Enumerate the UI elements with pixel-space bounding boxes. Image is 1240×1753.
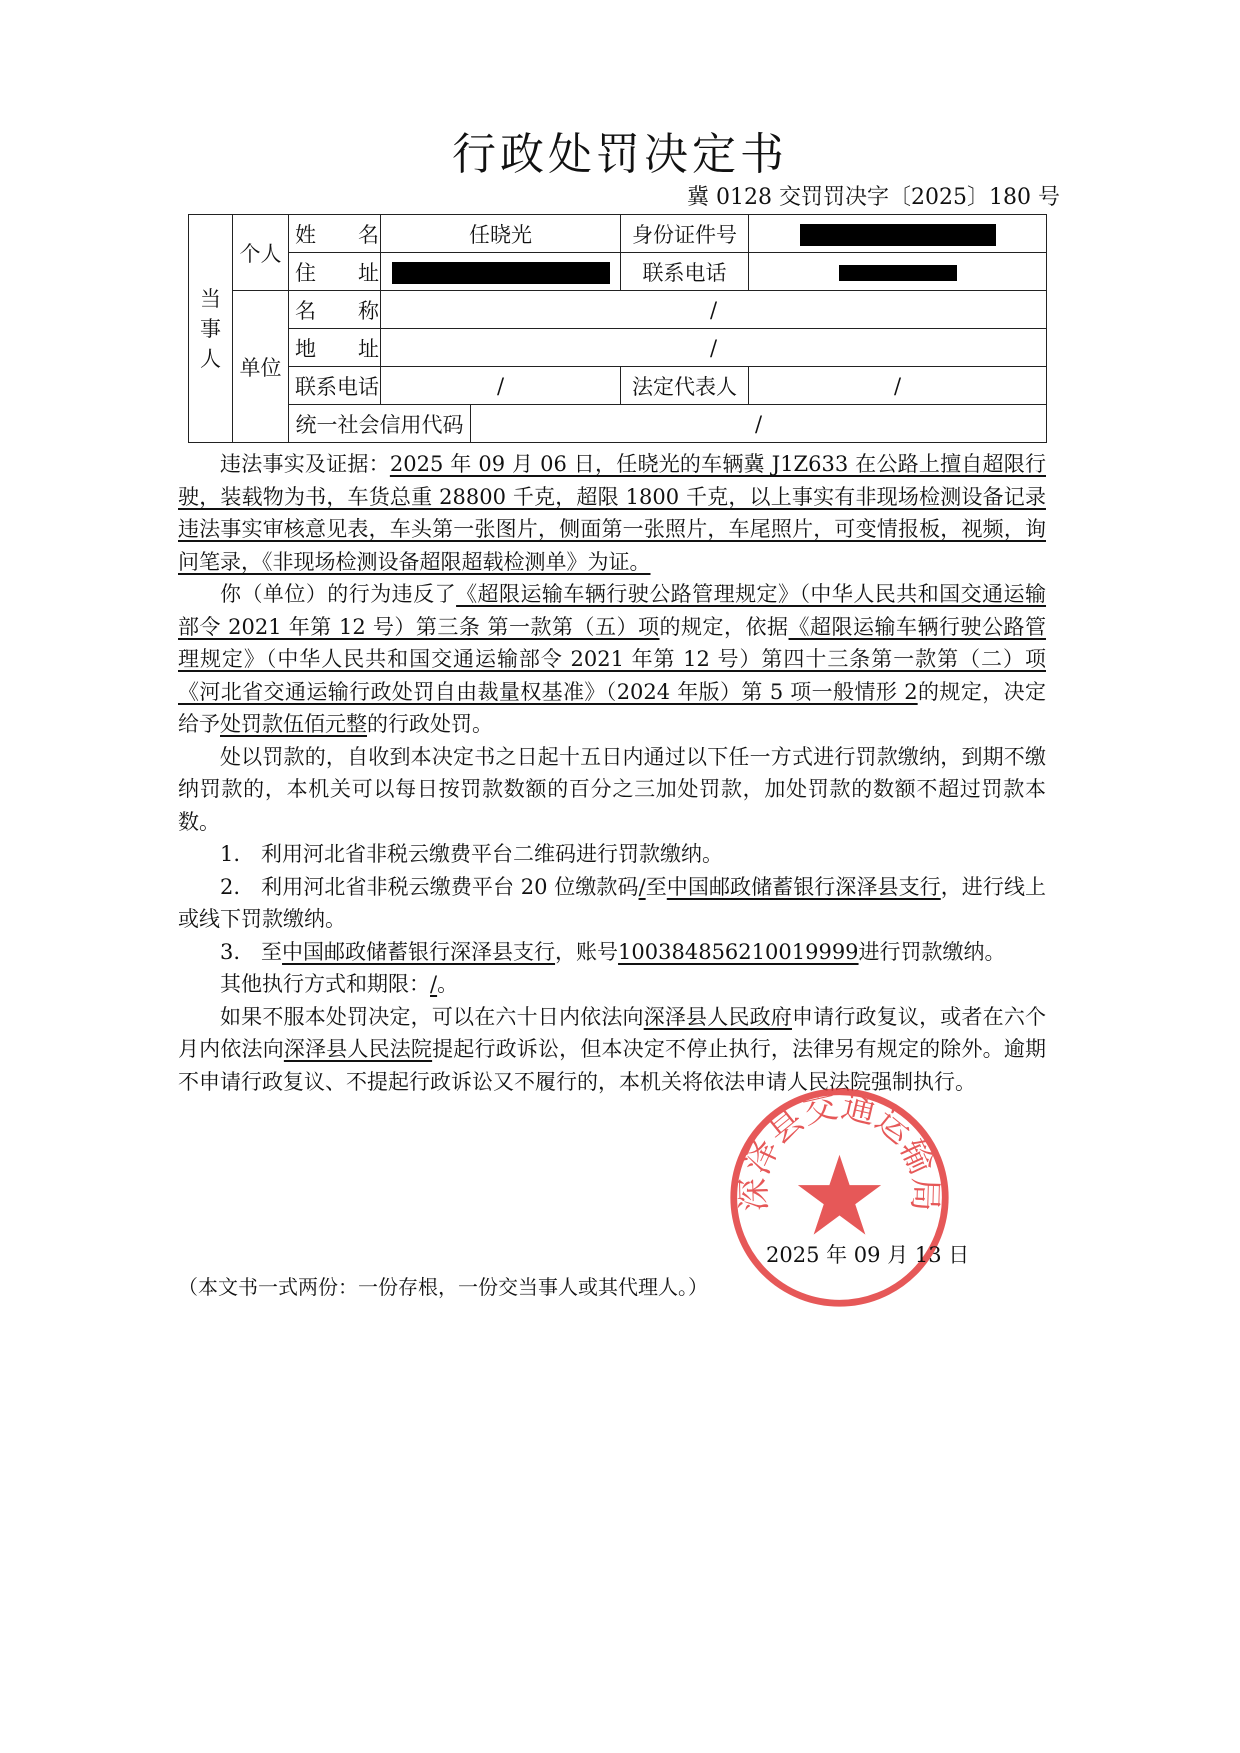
document-title: 行政处罚决定书 (452, 129, 788, 180)
credit-code-label: 统一社会信用代码 (289, 405, 471, 443)
address-label: 住 址 (289, 253, 381, 291)
other-label: 其他执行方式和期限： (220, 972, 430, 996)
phone-value-redacted (749, 253, 1047, 291)
appeal-middle: 申请行政复议，或者在六个月内依法向 (178, 1004, 1047, 1061)
phone-label: 联系电话 (621, 253, 749, 291)
official-seal-stamp (727, 1085, 952, 1310)
decision-date: 2025 年 09 月 13 日 (766, 1243, 970, 1267)
address-value-redacted (381, 253, 621, 291)
payment-method-1: 1. 利用河北省非税云缴费平台二维码进行罚款缴纳。 (220, 842, 724, 866)
payment-method-3 (178, 936, 1046, 969)
method3-account-label: ，账号 (555, 939, 619, 964)
method3-end: 进行罚款缴纳。 (858, 939, 1006, 964)
unit-name-label: 名 称 (289, 291, 381, 329)
credit-code-value: / (471, 405, 1047, 443)
unit-phone-label: 联系电话 (289, 367, 381, 405)
name-label: 姓 名 (289, 215, 381, 253)
individual-label: 个人 (233, 215, 289, 291)
method2-end: ，进行线上或线下罚款缴纳。 (178, 874, 1047, 931)
violation-paragraph (178, 578, 1046, 741)
decision-body (178, 448, 1046, 1098)
party-group-label: 当事人 (189, 215, 233, 443)
payment-method-2 (178, 871, 1046, 936)
bank-name: 中国邮政储蓄银行深泽县支行 (282, 939, 556, 964)
party-info-table (188, 214, 1047, 443)
redaction-bar (839, 265, 957, 281)
appeal-paragraph (178, 1001, 1046, 1099)
facts-paragraph (178, 448, 1046, 578)
document-number: 冀 0128 交罚罚决字〔2025〕180 号 (687, 185, 1060, 210)
court-name: 深泽县人民法院 (283, 1037, 433, 1061)
penalty-amount: 处罚款伍佰元整 (220, 712, 367, 736)
bank-name: 中国邮政储蓄银行深泽县支行 (666, 874, 941, 899)
facts-label: 违法事实及证据： (220, 452, 390, 476)
unit-address-value: / (381, 329, 1047, 367)
seal-star-icon (798, 1155, 881, 1235)
redaction-bar (392, 262, 610, 284)
appeal-intro: 如果不服本处罚决定，可以在六十日内依法向 (220, 1004, 644, 1029)
method2-to: 至 (645, 874, 667, 899)
payment-code: / (638, 874, 646, 899)
facts-text: 2025 年 09 月 06 日，任晓光的车辆冀 J1Z633 在公路上擅自超限行驶，装载物为书，车货总重 28800 千克，超限 1800 千克，以上事实有非现场检测设备记录违法事实审核意见表，车头第一张图片，侧面第一张照片，车尾照片，可变情报板，视频，询问笔录，《非现场检测设备超限超载检测单》为证。 (178, 452, 1046, 574)
name-value: 任晓光 (381, 215, 621, 253)
fine-paragraph: 处以罚款的，自收到本决定书之日起十五日内通过以下任一方式进行罚款缴纳，到期不缴纳罚款的，本机关可以每日按罚款数额的百分之三加处罚款，加处罚款的数额不超过罚款本数。 (178, 744, 1046, 834)
other-end: 。 (437, 972, 459, 996)
other-methods (178, 968, 1046, 1001)
id-value-redacted (749, 215, 1047, 253)
method2-intro: 2. 利用河北省非税云缴费平台 20 位缴款码 (220, 874, 639, 899)
unit-label: 单位 (233, 291, 289, 443)
legal-rep-value: / (749, 367, 1047, 405)
unit-address-label: 地 址 (289, 329, 381, 367)
violation-intro: 你（单位）的行为违反了 (220, 582, 457, 606)
basis-law: 《超限运输车辆行驶公路管理规定》（中华人民共和国交通运输部令 2021 年第 12 号）第四十三条第一款第（二）项《河北省交通运输行政处罚自由裁量权基准》（2024 年版）第 5 项一般情形 2 (178, 614, 1047, 704)
legal-rep-label: 法定代表人 (621, 367, 749, 405)
appeal-end: 提起行政诉讼，但本决定不停止执行，法律另有规定的除外。逾期不申请行政复议、不提起行政诉讼又不履行的，本机关将依法申请人民法院强制执行。 (178, 1037, 1047, 1094)
id-label: 身份证件号 (621, 215, 749, 253)
violated-law: 《超限运输车辆行驶公路管理规定》（中华人民共和国交通运输部令 2021 年第 12 号）第三条 第一款第（五）项 (178, 582, 1047, 639)
seal-text: 深泽县交通运输局 (733, 1085, 946, 1212)
unit-phone-value: / (381, 367, 621, 405)
method3-intro: 3. 至 (220, 939, 283, 964)
redaction-bar (800, 224, 996, 246)
other-value: / (430, 972, 438, 996)
violation-decision-text: 的规定，决定给予 (178, 679, 1046, 736)
unit-name-value: / (381, 291, 1047, 329)
review-authority: 深泽县人民政府 (643, 1004, 792, 1029)
bank-account: 100384856210019999 (618, 939, 859, 964)
copies-note: （本文书一式两份：一份存根，一份交当事人或其代理人。） (178, 1275, 708, 1299)
violation-connector: 的规定，依据 (659, 614, 789, 639)
violation-end: 的行政处罚。 (367, 712, 493, 736)
